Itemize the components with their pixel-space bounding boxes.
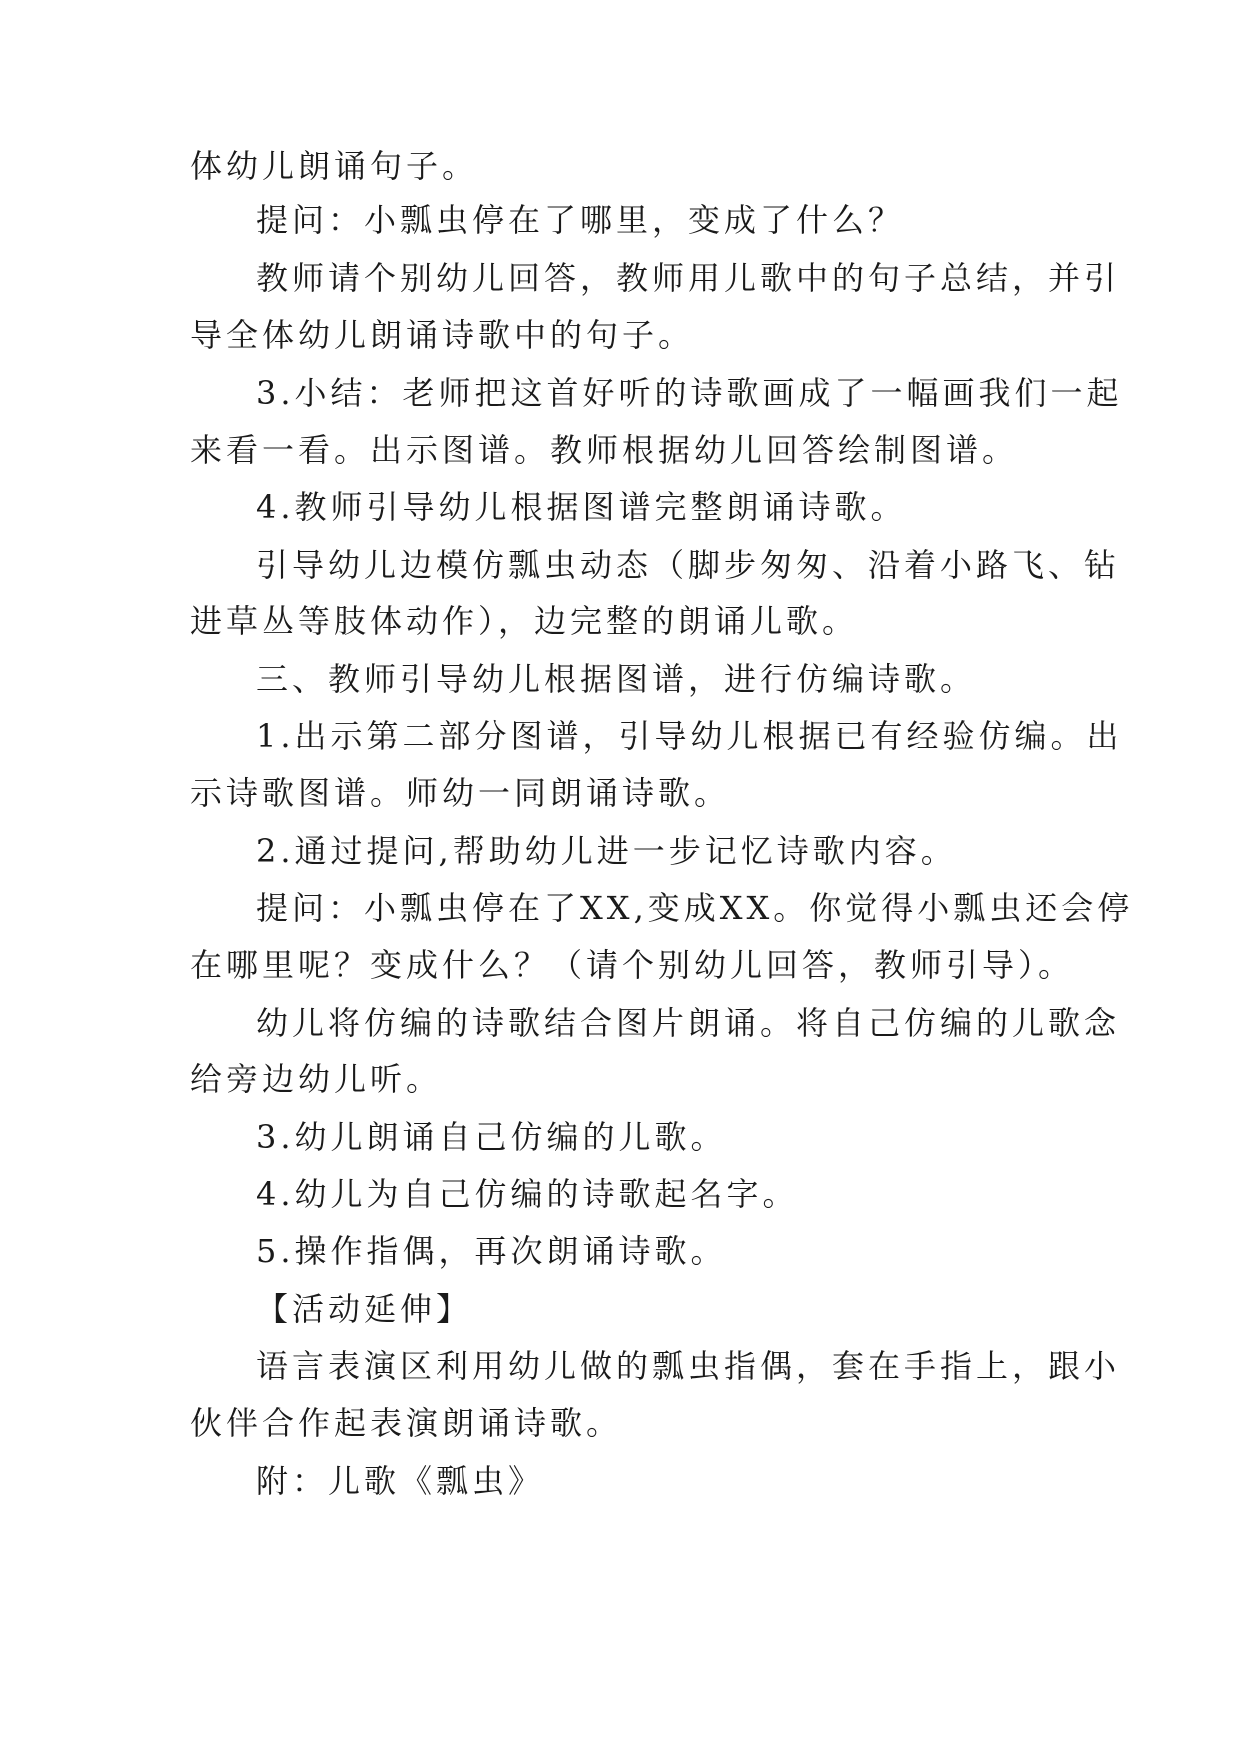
text-line: 进草丛等肢体动作），边完整的朗诵儿歌。 [190, 602, 859, 640]
text-line: 三、教师引导幼儿根据图谱，进行仿编诗歌。 [256, 660, 977, 698]
text-line: 引导幼儿边模仿瓢虫动态（脚步匆匆、沿着小路飞、钻 [256, 546, 1121, 584]
text-line: 体幼儿朗诵句子。 [190, 147, 479, 185]
text-line: 示诗歌图谱。师幼一同朗诵诗歌。 [190, 774, 731, 812]
text-line: 1.出示第二部分图谱，引导幼儿根据已有经验仿编。出 [256, 717, 1123, 755]
text-line: 提问：小瓢虫停在了哪里，变成了什么？ [256, 201, 905, 239]
text-line: 3.幼儿朗诵自己仿编的儿歌。 [256, 1118, 727, 1156]
text-line: 4.教师引导幼儿根据图谱完整朗诵诗歌。 [256, 488, 907, 526]
section-heading: 【活动延伸】 [256, 1290, 473, 1328]
text-line: 语言表演区利用幼儿做的瓢虫指偶，套在手指上，跟小 [256, 1347, 1121, 1385]
text-line: 教师请个别幼儿回答，教师用儿歌中的句子总结，并引 [256, 259, 1121, 297]
text-line: 4.幼儿为自己仿编的诗歌起名字。 [256, 1175, 799, 1213]
text-line: 提问：小瓢虫停在了XX,变成XX。你觉得小瓢虫还会停 [256, 889, 1134, 927]
text-line: 2.通过提问,帮助幼儿进一步记忆诗歌内容。 [256, 832, 957, 870]
text-line: 在哪里呢？变成什么？（请个别幼儿回答，教师引导）。 [190, 946, 1075, 984]
text-line: 5.操作指偶，再次朗诵诗歌。 [256, 1232, 727, 1270]
text-line: 附：儿歌《瓢虫》 [256, 1462, 545, 1500]
text-line: 3.小结：老师把这首好听的诗歌画成了一幅画我们一起 [256, 374, 1123, 412]
text-line: 来看一看。出示图谱。教师根据幼儿回答绘制图谱。 [190, 431, 1019, 469]
text-line: 伙伴合作起表演朗诵诗歌。 [190, 1404, 623, 1442]
text-line: 给旁边幼儿听。 [190, 1060, 443, 1098]
text-line: 幼儿将仿编的诗歌结合图片朗诵。将自己仿编的儿歌念 [256, 1004, 1121, 1042]
text-line: 导全体幼儿朗诵诗歌中的句子。 [190, 316, 695, 354]
